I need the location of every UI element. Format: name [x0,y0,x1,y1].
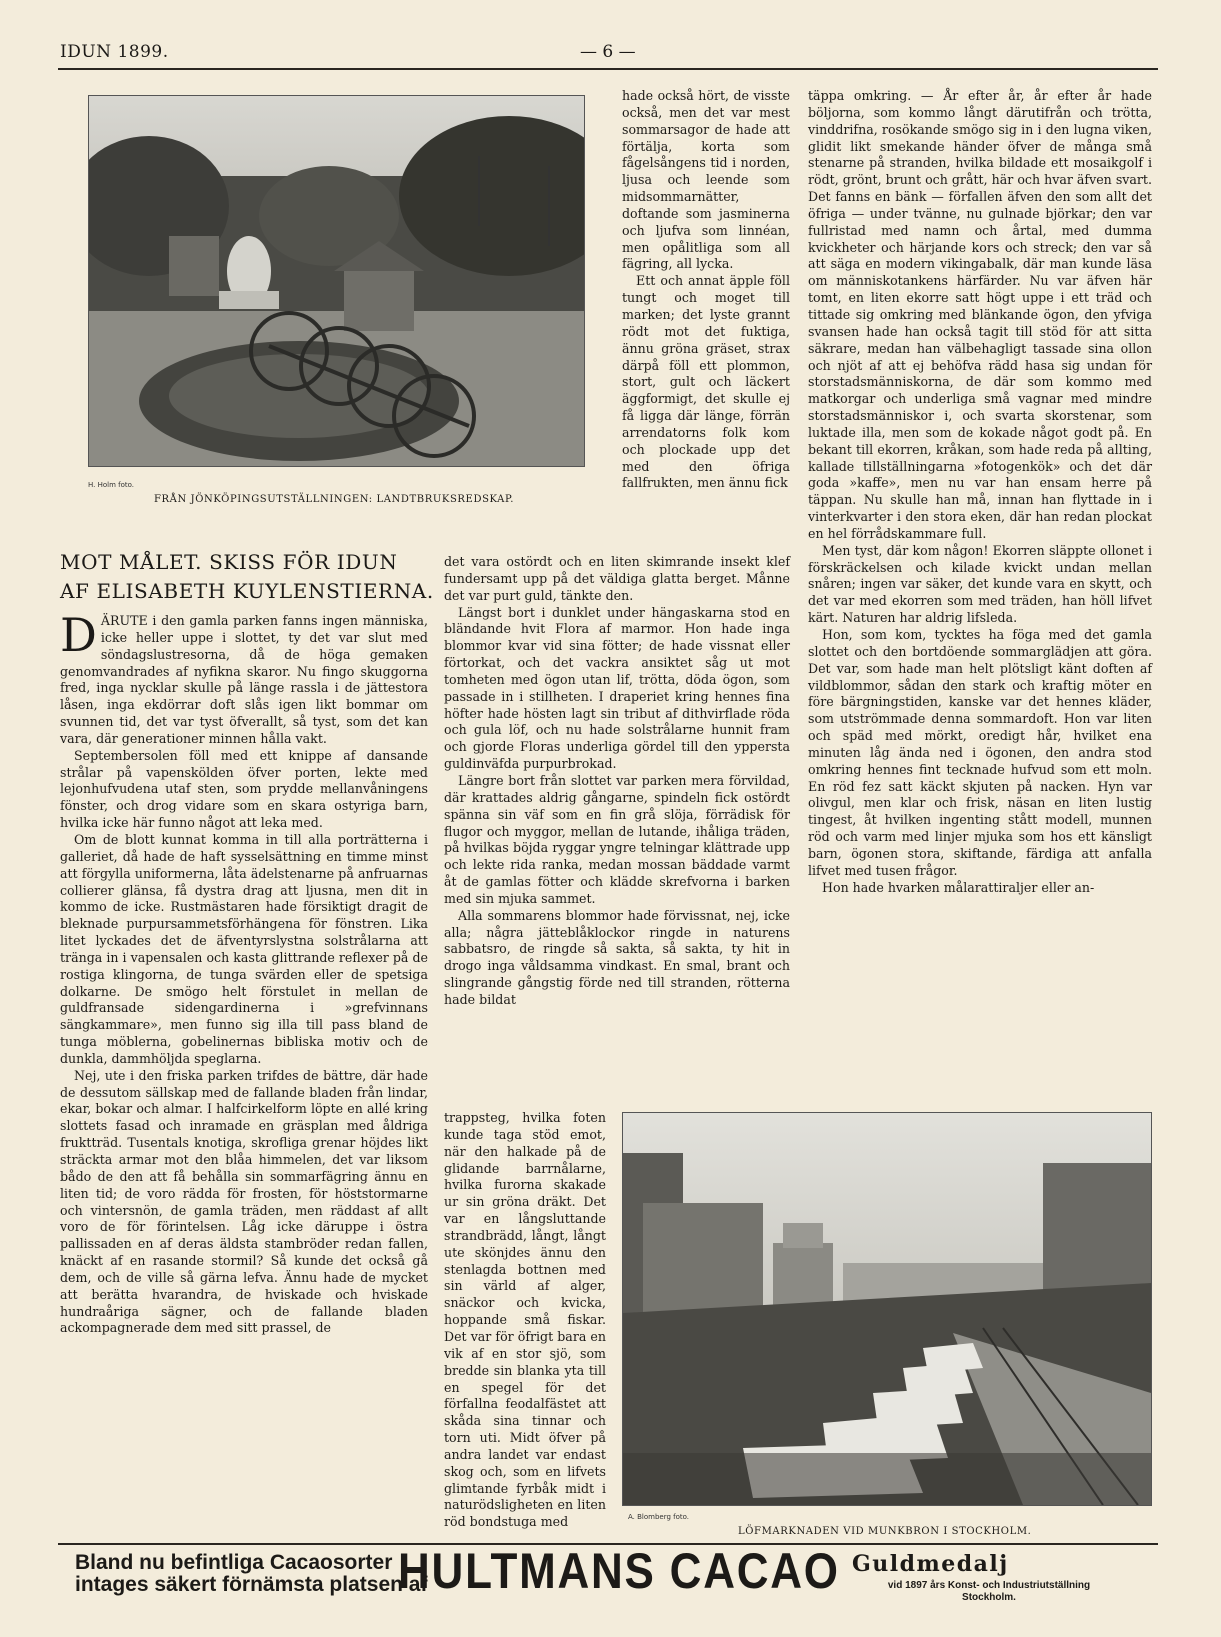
photo-exhibition-caption: FRÅN JÖNKÖPINGSUTSTÄLLNINGEN: LANDTBRUKSREDSKAP. [154,494,515,505]
paragraph: Hon, som kom, tycktes ha föga med det gamla slottet och den bortdöende sommarglädjen att göra. Det var, som hade man helt plötsligt känt doften af vildblommor, sådan den stark och kraftig möter en före bärgningstiden, kanske var det hennes kläder, som utströmmade denna sommardoft. Hon var liten och späd med mörkt, oredigt hår, hvilket ena minuten låg ända ned i ögonen, den andra stod omkring hennes fint tecknade hufvud som ett moln. En röd fez satt käckt skjuten på nacken. Hyn var olivgul, men klar och frisk, näsan en liten lustig tingest, åt hvilken ingenting stått modell, munnen röd och varm med linjer mjuka som hos ett känsligt barn, ögonen stora, skiftande, färdiga att anfalla lifvet med tusen frågor. [808,627,1152,878]
column-1 [60,608,428,1337]
paragraph: Nej, ute i den friska parken trifdes de bättre, där hade de dessutom sällskap med de fallande bladen från lindar, ekar, bokar och almar. I halfcirkelform löpte en allé kring slottets fasad och inramade en gräsplan med åldriga fruktträd. Tusentals knotiga, skrofliga grenar höjdes likt sträckta armar mot den blåa himmelen, det var liksom bådo de den att få behålla sin sommarfägring ännu en liten tid; de voro rädda för frosten, för höststormarne och vintersnön, de gamla träden, men räddast af allt voro de för förintelsen. Låg icke däruppe i östra pallissaden en af deras äldsta stambröder redan fallen, knäckt af en rasande stormil? Så kunde det också gå dem, och de ville så gärna lefva. Ännu hade de mycket att berätta hvarandra, de hviskade och hviskade hundraåriga sägner, och de fallande bladen ackompagnerade dem med sitt prassel, de [60,1067,428,1336]
photo-exhibition-credit: H. Holm foto. [88,481,135,489]
paragraph: Om de blott kunnat komma in till alla porträtterna i galleriet, då hade de haft sysselsättning en timme minst att förgylla uniformerna, låta ädelstenarne på anfruarnas collierer glänsa, få dystra drag att ljusna, men dit in kommo de icke. Rustmästaren hade försiktigt dragit de bleknade purpursammetsförhängena för fönstren. Lika litet lyckades det de äfventyrslystna solstrålarna att tränga in i vapensalen och kasta glittrande reflexer på de rostiga klingorna, de tunga svärden eller de spetsiga dolkarne. De smögo helt förstulet in mellan de guldfransade sidengardinerna i »grefvinnans sängkammare», men funno sig illa till pass bland de tunga möblerna, gobelinernas bibliska motiv och de dunkla, dammhöljda speglarna. [60,831,428,1066]
paragraph: hade också hört, de visste också, men det var mest sommarsagor de hade att förtälja, korta som fågelsångens tid i norden, ljusa och leende som midsommarnätter, doftande som jasminerna och ljufva som linnéan, men opålitliga som all fägring, all lycka. [622,88,790,272]
paragraph: täppa omkring. — År efter år, år efter år hade böljorna, som kommo långt därutifrån och trötta, vinddrifna, rosökande smögo sig in i den lugna viken, glidit likt smekande händer öfver de många små stenarne på stranden, hvilka bildade ett mosaikgolf i rödt, grönt, brunt och grått, här och hvar äfven svart. Det fanns en bänk — förfallen äfven den som allt det öfriga — under tvänne, nu gulnade björkar; den var fullristad med namn och årtal, med dumma kvickheter och härjande kors och streck; den var så att säga en modern vikingabalk, där man kunde läsa om människotankens härfärder. Nu var äfven här tomt, en liten ekorre satt högt uppe i ett träd och tittade sig omkring med blänkande ögon, den yfviga svansen hade han också tagit till stöd för att sitta säkrare, medan han välbehagligt tassade sina ollon och njöt af att ej behöfva rädd hasa sig undan för storstadsmänniskorna, de där som kommo med matkorgar och underliga små vagnar med mindre storstadsmänniskor i, och svarta skorstenar, som luktade illa, men som de kokade något godt på. En bekant till ekorren, kråkan, som hade reda på allting, kallade tillställningarna »fotogenkök» och det där goda »kaffe», men nu var han ensam herre på täppan. Nu skulle han må, innan han flyttade in i vinterkvarter i den stora eken, där han redan plockat en hel förrådskammare full. [808,88,1152,541]
ad-medal-text [854,1580,1124,1604]
paragraph: Ett och annat äpple föll tungt och moget till marken; det lyste grannt rödt mot det fuktiga, ännu gröna gräset, strax därpå föll ett plommon, stort, gult och läckert äggformigt, det skulle ej få ligga där länge, förrän arrendatorns folk kom och plockade upp det med den öfriga fallfrukten, men ännu fick [622,273,790,491]
article-title-line2: AF ELISABETH KUYLENSTIERNA. [60,579,434,603]
photo-market-image [623,1113,1151,1505]
photo-exhibition-image [89,96,584,466]
column-3 [808,88,1152,897]
column-2-top [622,88,790,492]
header-issue: IDUN 1899. [60,42,169,62]
ad-tagline-line2: intages säkert förnämsta platsen af [75,1573,428,1596]
photo-market [622,1112,1152,1506]
paragraph-opening: ÄRUTE i den gamla parken fanns ingen människa, icke heller uppe i slottet, ty det var slut med söndagslustresorna, då de höga gemaken genomvandrades af nyfikna skaror. Nu fingo skuggorna fred, inga nycklar skulle på länge rassla i de jättestora låsen, inga ekdörrar doft slås igen likt bommar om svunnen tid, det var tyst öfverallt, så tyst, som det kan vara, där generationer minnen hålla vakt. [60,613,428,746]
paragraph: Längst bort i dunklet under hängaskarna stod en bländande hvit Flora af marmor. Hon hade inga blommor kvar vid sina fötter; de hade vissnat eller förtorkat, och det vackra ansiktet såg ut mot tomheten med ögon utan lif, trötta, döda ögon, som passade in i stillheten. I draperiet kring hennes fina höfter hade hösten lagt sin tribut af dithvirflade röda och gula löf, och nu hade solstrålarne hunnit fram och gjorde Floras underliga gördel till den yppersta guldinväfda purpurbrokad. [444,604,790,772]
photo-market-caption: LÖFMARKNADEN VID MUNKBRON I STOCKHOLM. [738,1526,1032,1537]
column-2-middle [444,554,790,1009]
drop-cap: D [60,608,97,662]
paragraph: Längre bort från slottet var parken mera förvildad, där krattades aldrig gångarne, spindeln fick ostördt spänna sin väf som en fin grå slöja, förrädisk för flugor och myggor, mellan de lutande, ihåliga träden, på hvilkas böjda ryggar yngre telningar klättrade upp och lekte rida ranka, medan mossan bäddade varmt åt de gamlas fötter och klädde skrefvorna i barken med sin mjuka sammet. [444,772,790,906]
photo-exhibition [88,95,585,467]
paragraph: Septembersolen föll med ett knippe af dansande strålar på vapenskölden öfver porten, lekte med lejonhufvudena utaf sten, som prydde mellanvåningens fönster, och drog vidare som en skara ostyriga barn, hvilka icke här funno något att leka med. [60,747,428,831]
paragraph: Alla sommarens blommor hade förvissnat, nej, icke alla; några jätteblåklockor ringde in naturens sabbatsro, de ringde så sakta, så sakta, ty hit in drogo inga våldsamma vindkast. En smal, brant och slingrande gångstig förde ned till stranden, rötterna hade bildat [444,907,790,1007]
ad-medal-line1: vid 1897 års Konst- och Industriutställning [887,1580,1091,1591]
article-title-line1: MOT MÅLET. SKISS FÖR IDUN [60,550,398,574]
header-rule [58,68,1158,70]
ad-medal-line2: Stockholm. [962,1592,1016,1603]
ad-tagline-line1: Bland nu befintliga Cacaosorter [75,1551,393,1574]
ad-brand: HULTMANS CACAO [398,1543,840,1599]
column-2-bottom [444,1110,606,1531]
paragraph: Hon hade hvarken målarattiraljer eller an- [822,879,1095,895]
paragraph: trappsteg, hvilka foten kunde taga stöd emot, när den halkade på de glidande barrnålarne, hvilka furorna skakade ur sin gröna dräkt. Det var en långsluttande strandbrädd, långt, långt ute skönjdes ännu den stenlagda bottnen med sin värld af alger, snäckor och kvicka, hoppande små fiskar. Det var för öfrigt bara en vik af en stor sjö, som bredde sin blanka yta till en spegel för det förfallna feodalfästet att skåda sina tinnar och torn uti. Midt öfver på andra landet var endast skog och, som en lifvets glimtande fyrbåk midt i naturödsligheten en liten röd bondstuga med [444,1110,606,1530]
ad-tagline [75,1552,427,1596]
ad-medal: Guldmedalj [852,1551,1009,1577]
header-page-number: — 6 — [580,42,636,62]
article-title [60,548,440,606]
photo-market-credit: A. Blomberg foto. [628,1513,690,1521]
paragraph: det vara ostördt och en liten skimrande insekt klef fundersamt upp på det väldiga glatta berget. Månne det var purt guld, tänkte den. [444,554,790,603]
paragraph: Men tyst, där kom någon! Ekorren släppte ollonet i förskräckelsen och kilade kvickt undan mellan snåren; ingen var säker, det kunde vara en skytt, och det var med ekorren som med träden, han höll lifvet kärt. Naturen har aldrig lifsleda. [808,542,1152,626]
